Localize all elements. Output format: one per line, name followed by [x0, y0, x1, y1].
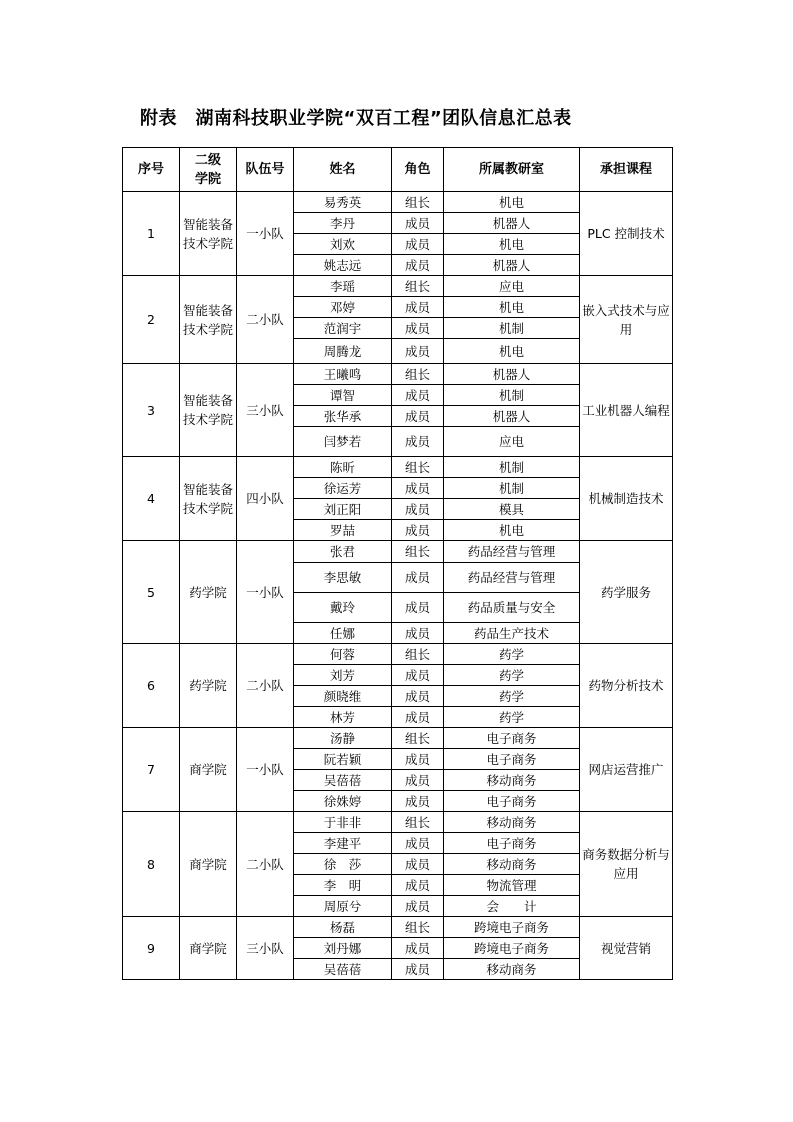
member-role-cell: 成员 [392, 427, 444, 457]
table-row [123, 812, 673, 833]
member-name-cell: 林芳 [294, 707, 392, 728]
table-row [123, 457, 673, 478]
member-office-cell: 机器人 [444, 364, 580, 385]
member-name-cell: 于非非 [294, 812, 392, 833]
member-name-cell: 徐运芳 [294, 478, 392, 499]
member-office-cell: 药品质量与安全 [444, 593, 580, 623]
member-role-cell: 成员 [392, 686, 444, 707]
member-office-cell: 移动商务 [444, 854, 580, 875]
member-role-cell: 成员 [392, 854, 444, 875]
seq-cell: 7 [123, 728, 180, 812]
member-name-cell: 徐 莎 [294, 854, 392, 875]
team-cell: 一小队 [237, 728, 294, 812]
member-role-cell: 成员 [392, 959, 444, 980]
member-name-cell: 邓婷 [294, 297, 392, 318]
member-role-cell: 成员 [392, 499, 444, 520]
member-name-cell: 闫梦若 [294, 427, 392, 457]
member-role-cell: 成员 [392, 520, 444, 541]
member-office-cell: 电子商务 [444, 791, 580, 812]
member-office-cell: 电子商务 [444, 833, 580, 854]
table-row [123, 541, 673, 563]
team-cell: 三小队 [237, 364, 294, 457]
member-name-cell: 周腾龙 [294, 339, 392, 364]
course-cell: 药学服务 [580, 541, 673, 644]
member-name-cell: 李丹 [294, 213, 392, 234]
seq-cell: 6 [123, 644, 180, 728]
table-row [123, 917, 673, 938]
college-cell: 智能装备技术学院 [180, 364, 237, 457]
member-name-cell: 张君 [294, 541, 392, 563]
member-role-cell: 成员 [392, 406, 444, 427]
member-role-cell: 成员 [392, 749, 444, 770]
member-name-cell: 李思敏 [294, 563, 392, 593]
college-cell: 商学院 [180, 728, 237, 812]
member-office-cell: 机制 [444, 457, 580, 478]
member-office-cell: 电子商务 [444, 749, 580, 770]
seq-cell: 5 [123, 541, 180, 644]
member-office-cell: 机制 [444, 385, 580, 406]
member-role-cell: 成员 [392, 339, 444, 364]
member-name-cell: 颜晓维 [294, 686, 392, 707]
college-cell: 商学院 [180, 917, 237, 980]
member-role-cell: 成员 [392, 938, 444, 959]
college-cell: 智能装备技术学院 [180, 457, 237, 541]
member-name-cell: 李瑶 [294, 276, 392, 297]
member-name-cell: 汤静 [294, 728, 392, 749]
member-name-cell: 周原兮 [294, 896, 392, 917]
course-cell: 视觉营销 [580, 917, 673, 980]
member-role-cell: 成员 [392, 770, 444, 791]
member-role-cell: 成员 [392, 385, 444, 406]
member-name-cell: 陈昕 [294, 457, 392, 478]
member-name-cell: 李建平 [294, 833, 392, 854]
course-cell: 药物分析技术 [580, 644, 673, 728]
college-cell: 商学院 [180, 812, 237, 917]
course-cell: PLC 控制技术 [580, 192, 673, 276]
member-role-cell: 组长 [392, 457, 444, 478]
member-name-cell: 徐姝婷 [294, 791, 392, 812]
member-name-cell: 谭智 [294, 385, 392, 406]
team-cell: 三小队 [237, 917, 294, 980]
member-office-cell: 应电 [444, 276, 580, 297]
header-role: 角色 [392, 148, 444, 192]
member-role-cell: 成员 [392, 593, 444, 623]
member-name-cell: 杨磊 [294, 917, 392, 938]
member-name-cell: 刘正阳 [294, 499, 392, 520]
header-college-label: 二级 学院 [194, 152, 221, 187]
seq-cell: 2 [123, 276, 180, 364]
member-name-cell: 刘丹娜 [294, 938, 392, 959]
member-role-cell: 成员 [392, 896, 444, 917]
member-role-cell: 成员 [392, 707, 444, 728]
course-cell: 机械制造技术 [580, 457, 673, 541]
table-row [123, 364, 673, 385]
header-name: 姓名 [294, 148, 392, 192]
member-role-cell: 成员 [392, 478, 444, 499]
member-name-cell: 刘欢 [294, 234, 392, 255]
member-office-cell: 跨境电子商务 [444, 938, 580, 959]
member-role-cell: 组长 [392, 192, 444, 213]
seq-cell: 9 [123, 917, 180, 980]
table-row [123, 192, 673, 213]
team-info-table [122, 147, 673, 980]
header-office: 所属教研室 [444, 148, 580, 192]
team-cell: 二小队 [237, 644, 294, 728]
team-cell: 四小队 [237, 457, 294, 541]
member-office-cell: 机电 [444, 192, 580, 213]
member-office-cell: 机电 [444, 339, 580, 364]
course-cell: 商务数据分析与应用 [580, 812, 673, 917]
member-name-cell: 任娜 [294, 623, 392, 644]
member-office-cell: 机电 [444, 520, 580, 541]
header-row [123, 148, 673, 192]
table-row [123, 644, 673, 665]
member-name-cell: 吴蓓蓓 [294, 959, 392, 980]
member-office-cell: 药品经营与管理 [444, 563, 580, 593]
member-role-cell: 组长 [392, 364, 444, 385]
member-role-cell: 组长 [392, 644, 444, 665]
member-office-cell: 药学 [444, 707, 580, 728]
table-body [123, 192, 673, 980]
college-cell: 智能装备技术学院 [180, 276, 237, 364]
member-name-cell: 王曦鸣 [294, 364, 392, 385]
member-office-cell: 移动商务 [444, 812, 580, 833]
member-office-cell: 药学 [444, 686, 580, 707]
header-college [180, 148, 237, 192]
member-role-cell: 成员 [392, 318, 444, 339]
college-cell: 药学院 [180, 541, 237, 644]
member-role-cell: 组长 [392, 917, 444, 938]
member-name-cell: 阮若颖 [294, 749, 392, 770]
member-role-cell: 成员 [392, 875, 444, 896]
member-role-cell: 组长 [392, 276, 444, 297]
member-name-cell: 罗喆 [294, 520, 392, 541]
team-cell: 二小队 [237, 276, 294, 364]
member-role-cell: 组长 [392, 541, 444, 563]
seq-cell: 4 [123, 457, 180, 541]
member-role-cell: 组长 [392, 728, 444, 749]
member-role-cell: 成员 [392, 255, 444, 276]
member-name-cell: 刘芳 [294, 665, 392, 686]
member-office-cell: 药学 [444, 665, 580, 686]
header-team: 队伍号 [237, 148, 294, 192]
member-office-cell: 会 计 [444, 896, 580, 917]
member-office-cell: 移动商务 [444, 959, 580, 980]
seq-cell: 1 [123, 192, 180, 276]
member-office-cell: 移动商务 [444, 770, 580, 791]
member-name-cell: 易秀英 [294, 192, 392, 213]
member-name-cell: 戴玲 [294, 593, 392, 623]
member-role-cell: 组长 [392, 812, 444, 833]
member-office-cell: 跨境电子商务 [444, 917, 580, 938]
seq-cell: 8 [123, 812, 180, 917]
member-role-cell: 成员 [392, 234, 444, 255]
member-office-cell: 机器人 [444, 255, 580, 276]
college-cell: 智能装备技术学院 [180, 192, 237, 276]
member-office-cell: 机制 [444, 478, 580, 499]
member-office-cell: 机器人 [444, 213, 580, 234]
table-row [123, 276, 673, 297]
member-office-cell: 电子商务 [444, 728, 580, 749]
member-name-cell: 张华承 [294, 406, 392, 427]
member-office-cell: 应电 [444, 427, 580, 457]
member-office-cell: 机器人 [444, 406, 580, 427]
member-name-cell: 吴蓓蓓 [294, 770, 392, 791]
table-row [123, 728, 673, 749]
member-role-cell: 成员 [392, 297, 444, 318]
member-office-cell: 药品生产技术 [444, 623, 580, 644]
member-role-cell: 成员 [392, 833, 444, 854]
member-name-cell: 何蓉 [294, 644, 392, 665]
member-role-cell: 成员 [392, 623, 444, 644]
member-office-cell: 机制 [444, 318, 580, 339]
member-office-cell: 机电 [444, 234, 580, 255]
member-role-cell: 成员 [392, 563, 444, 593]
member-role-cell: 成员 [392, 665, 444, 686]
header-seq: 序号 [123, 148, 180, 192]
member-role-cell: 成员 [392, 213, 444, 234]
college-cell: 药学院 [180, 644, 237, 728]
course-cell: 网店运营推广 [580, 728, 673, 812]
member-office-cell: 模具 [444, 499, 580, 520]
member-office-cell: 机电 [444, 297, 580, 318]
course-cell: 工业机器人编程 [580, 364, 673, 457]
member-role-cell: 成员 [392, 791, 444, 812]
team-cell: 一小队 [237, 541, 294, 644]
member-name-cell: 姚志远 [294, 255, 392, 276]
course-cell: 嵌入式技术与应用 [580, 276, 673, 364]
member-office-cell: 药学 [444, 644, 580, 665]
member-name-cell: 李 明 [294, 875, 392, 896]
member-office-cell: 物流管理 [444, 875, 580, 896]
seq-cell: 3 [123, 364, 180, 457]
member-office-cell: 药品经营与管理 [444, 541, 580, 563]
team-cell: 二小队 [237, 812, 294, 917]
header-course: 承担课程 [580, 148, 673, 192]
team-cell: 一小队 [237, 192, 294, 276]
member-name-cell: 范润宇 [294, 318, 392, 339]
page-title: 附表 湖南科技职业学院“双百工程”团队信息汇总表 [140, 108, 572, 129]
